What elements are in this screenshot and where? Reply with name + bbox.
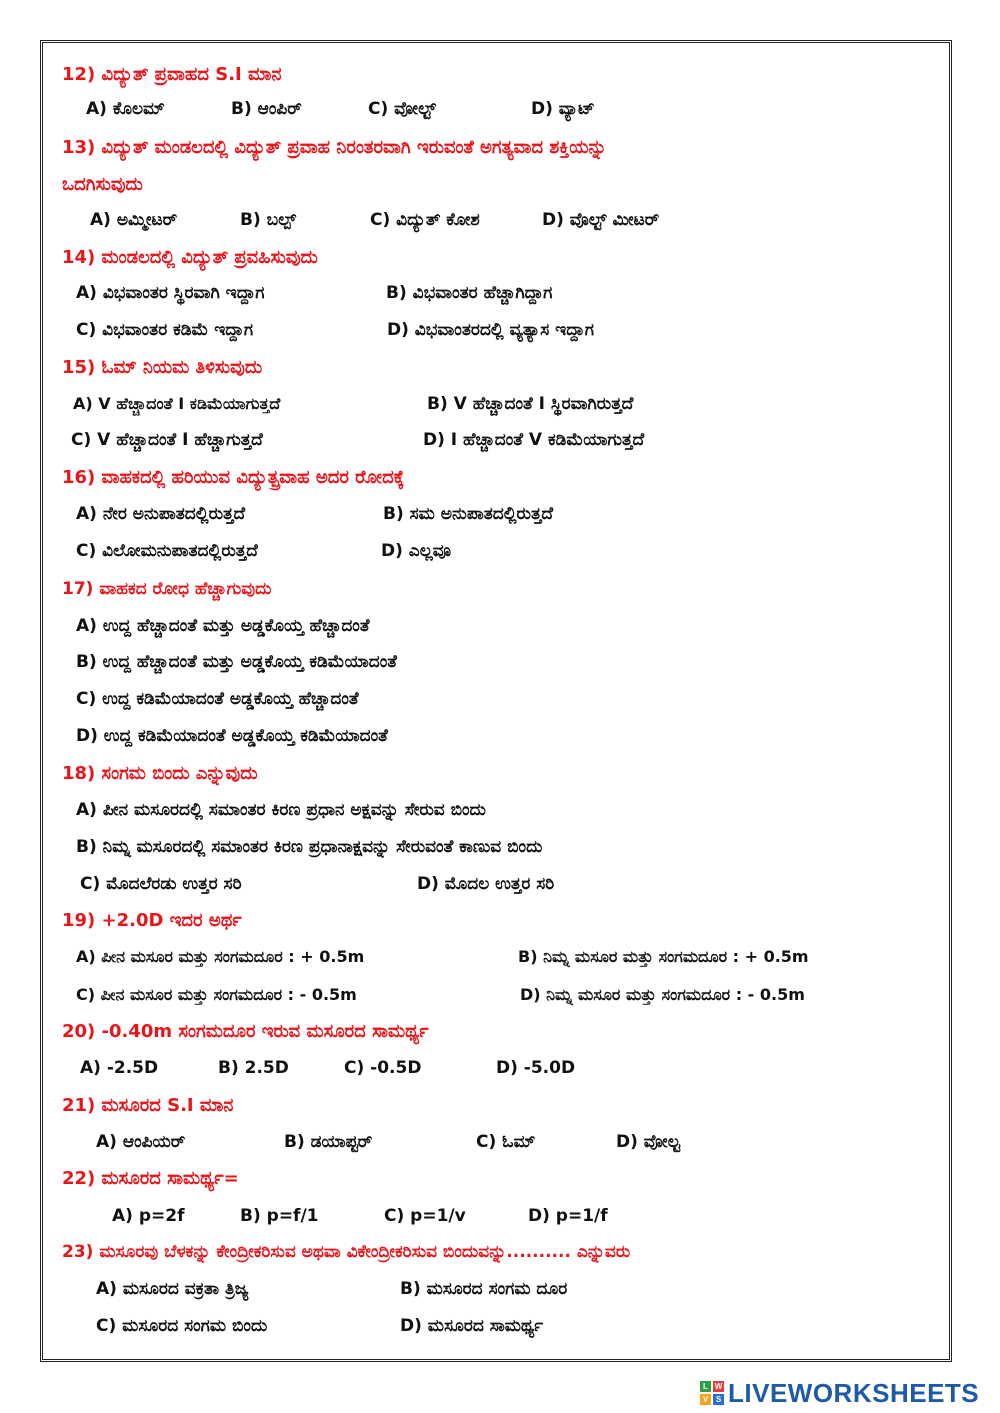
question-21: 21) ಮಸೂರದ S.I ಮಾನ [62, 1095, 234, 1116]
q23-option-a: A) ಮಸೂರದ ವಕ್ರತಾ ತ್ರಿಜ್ಯ [96, 1279, 249, 1299]
logo-square: V [700, 1394, 711, 1405]
q22-option-a: A) p=2f [112, 1206, 185, 1226]
q23-option-d: D) ಮಸೂರದ ಸಾಮರ್ಥ್ಯ [400, 1316, 544, 1336]
q15-option-a: A) V ಹೆಚ್ಚಾದಂತೆ I ಕಡಿಮೆಯಾಗುತ್ತದೆ [73, 394, 281, 413]
q21-option-c: C) ಓಮ್ [476, 1132, 536, 1152]
logo-mark-icon [700, 1381, 724, 1405]
q18-option-c: C) ಮೊದಲೆರಡು ಉತ್ತರ ಸರಿ [80, 874, 242, 894]
q17-option-a: A) ಉದ್ದ ಹೆಚ್ಚಾದಂತೆ ಮತ್ತು ಅಡ್ಡಕೊಯ್ತ ಹೆಚ್ಚಾದಂತೆ [76, 616, 370, 636]
q14-option-c: C) ವಿಭವಾಂತರ ಕಡಿಮೆ ಇದ್ದಾಗ [76, 320, 254, 340]
q16-option-b: B) ಸಮ ಅನುಪಾತದಲ್ಲಿರುತ್ತದೆ [383, 504, 554, 524]
logo-square: L [700, 1381, 711, 1392]
q15-option-c: C) V ಹೆಚ್ಚಾದಂತೆ I ಹೆಚ್ಚಾಗುತ್ತದೆ [71, 430, 263, 450]
q21-option-b: B) ಡಯಾಪ್ಟರ್ [284, 1132, 373, 1152]
q17-option-d: D) ಉದ್ದ ಕಡಿಮೆಯಾದಂತೆ ಅಡ್ಡಕೊಯ್ತ ಕಡಿಮೆಯಾದಂತೆ [76, 726, 388, 746]
q12-option-c: C) ವೋಲ್ಟ್ [368, 99, 436, 119]
q13-option-b: B) ಬಲ್ಪ್ [240, 210, 296, 230]
q22-option-c: C) p=1/v [384, 1206, 466, 1226]
question-19: 19) +2.0D ಇದರ ಅರ್ಥ [62, 910, 242, 931]
q19-option-a: A) ಪೀನ ಮಸೂರ ಮತ್ತು ಸಂಗಮದೂರ : + 0.5m [76, 947, 365, 966]
q20-option-b: B) 2.5D [218, 1058, 289, 1078]
logo-square: W [714, 1382, 723, 1391]
q18-option-a: A) ಪೀನ ಮಸೂರದಲ್ಲಿ ಸಮಾಂತರ ಕಿರಣ ಪ್ರಧಾನ ಅಕ್ಷವನ್ನು ಸೇರುವ ಬಿಂದು [76, 800, 486, 820]
q22-option-d: D) p=1/f [528, 1206, 608, 1226]
question-20: 20) -0.40m ಸಂಗಮದೂರ ಇರುವ ಮಸೂರದ ಸಾಮರ್ಥ್ಯ [62, 1021, 429, 1042]
q13-option-c: C) ವಿದ್ಯುತ್ ಕೋಶ [370, 210, 480, 230]
q14-option-b: B) ವಿಭವಾಂತರ ಹೆಚ್ಚಾಗಿದ್ದಾಗ [386, 283, 553, 303]
q12-option-b: B) ಆಂಪಿರ್ [231, 99, 302, 119]
liveworksheets-logo[interactable] [700, 1378, 979, 1408]
brand-name: LIVEWORKSHEETS [728, 1377, 980, 1408]
q15-option-b: B) V ಹೆಚ್ಚಾದಂತೆ I ಸ್ಥಿರವಾಗಿರುತ್ತದೆ [427, 394, 634, 414]
question-23: 23) ಮಸೂರವು ಬೆಳಕನ್ನು ಕೇಂದ್ರೀಕರಿಸುವ ಅಥವಾ ವಿಕೇಂದ್ರೀಕರಿಸುವ ಬಿಂದುವನ್ನು.......... ಎನ್ನುವರು [62, 1242, 631, 1262]
question-15: 15) ಓಮ್ ನಿಯಮ ತಿಳಿಸುವುದು [62, 357, 263, 378]
q17-option-c: C) ಉದ್ದ ಕಡಿಮೆಯಾದಂತೆ ಅಡ್ಡಕೊಯ್ತ ಹೆಚ್ಚಾದಂತೆ [76, 689, 359, 709]
q20-option-a: A) -2.5D [80, 1058, 159, 1078]
q19-option-b: B) ನಿಮ್ನ ಮಸೂರ ಮತ್ತು ಸಂಗಮದೂರ : + 0.5m [518, 947, 809, 966]
question-17: 17) ವಾಹಕದ ರೋಧ ಹೆಚ್ಚಾಗುವುದು [62, 579, 272, 599]
q22-option-b: B) p=f/1 [240, 1206, 319, 1226]
q18-option-b: B) ನಿಮ್ನ ಮಸೂರದಲ್ಲಿ ಸಮಾಂತರ ಕಿರಣ ಪ್ರಧಾನಾಕ್ಷವನ್ನು ಸೇರುವಂತೆ ಕಾಣುವ ಬಿಂದು [76, 837, 543, 857]
q23-option-c: C) ಮಸೂರದ ಸಂಗಮ ಬಿಂದು [96, 1316, 268, 1336]
q12-option-d: D) ವ್ಯಾಟ್ [531, 99, 595, 119]
q20-option-c: C) -0.5D [344, 1058, 422, 1078]
q19-option-d: D) ನಿಮ್ನ ಮಸೂರ ಮತ್ತು ಸಂಗಮದೂರ : - 0.5m [520, 985, 805, 1004]
q13-option-d: D) ವೊಲ್ಟ್ ಮೀಟರ್ [542, 210, 660, 230]
q23-option-b: B) ಮಸೂರದ ಸಂಗಮ ದೂರ [400, 1279, 568, 1299]
q12-option-a: A) ಕೊಲಮ್ [86, 99, 165, 119]
question-13-cont: ಒದಗಿಸುವುದು [62, 174, 143, 195]
q18-option-d: D) ಮೊದಲ ಉತ್ತರ ಸರಿ [417, 874, 555, 894]
q19-option-c: C) ಪೀನ ಮಸೂರ ಮತ್ತು ಸಂಗಮದೂರ : - 0.5m [76, 985, 357, 1004]
question-22: 22) ಮಸೂರದ ಸಾಮರ್ಥ್ಯ= [62, 1168, 239, 1189]
q16-option-d: D) ಎಲ್ಲವೂ [381, 541, 452, 561]
q21-option-a: A) ಆಂಪಿಯರ್ [96, 1132, 186, 1152]
question-14: 14) ಮಂಡಲದಲ್ಲಿ ವಿದ್ಯುತ್ ಪ್ರವಹಿಸುವುದು [62, 247, 318, 268]
question-12: 12) ವಿದ್ಯುತ್ ಪ್ರವಾಹದ S.I ಮಾನ [62, 64, 282, 85]
question-13: 13) ವಿದ್ಯುತ್ ಮಂಡಲದಲ್ಲಿ ವಿದ್ಯುತ್ ಪ್ರವಾಹ ನಿರಂತರವಾಗಿ ಇರುವಂತೆ ಅಗತ್ಯವಾದ ಶಕ್ತಿಯನ್ನು [62, 137, 607, 158]
question-18: 18) ಸಂಗಮ ಬಿಂದು ಎನ್ನುವುದು [62, 763, 258, 784]
q21-option-d: D) ವೋಲ್ಟ [616, 1132, 680, 1152]
q17-option-b: B) ಉದ್ದ ಹೆಚ್ಚಾದಂತೆ ಮತ್ತು ಅಡ್ಡಕೊಯ್ತ ಕಡಿಮೆಯಾದಂತೆ [76, 652, 397, 672]
q13-option-a: A) ಅಮ್ಮೀಟರ್ [90, 210, 178, 230]
q14-option-a: A) ವಿಭವಾಂತರ ಸ್ಥಿರವಾಗಿ ಇದ್ದಾಗ [76, 283, 265, 303]
q16-option-c: C) ವಿಲೋಮನುಪಾತದಲ್ಲಿರುತ್ತದೆ [76, 541, 258, 561]
q16-option-a: A) ನೇರ ಅನುಪಾತದಲ್ಲಿರುತ್ತದೆ [76, 504, 246, 524]
q14-option-d: D) ವಿಭವಾಂತರದಲ್ಲಿ ವ್ಯತ್ಯಾಸ ಇದ್ದಾಗ [387, 320, 594, 340]
q15-option-d: D) I ಹೆಚ್ಚಾದಂತೆ V ಕಡಿಮೆಯಾಗುತ್ತದೆ [423, 430, 645, 450]
q20-option-d: D) -5.0D [496, 1058, 576, 1078]
logo-square: S [713, 1394, 724, 1405]
question-16: 16) ವಾಹಕದಲ್ಲಿ ಹರಿಯುವ ವಿದ್ಯುತ್ಪ್ರವಾಹ ಅದರ ರೋದಕ್ಕೆ [62, 467, 405, 488]
